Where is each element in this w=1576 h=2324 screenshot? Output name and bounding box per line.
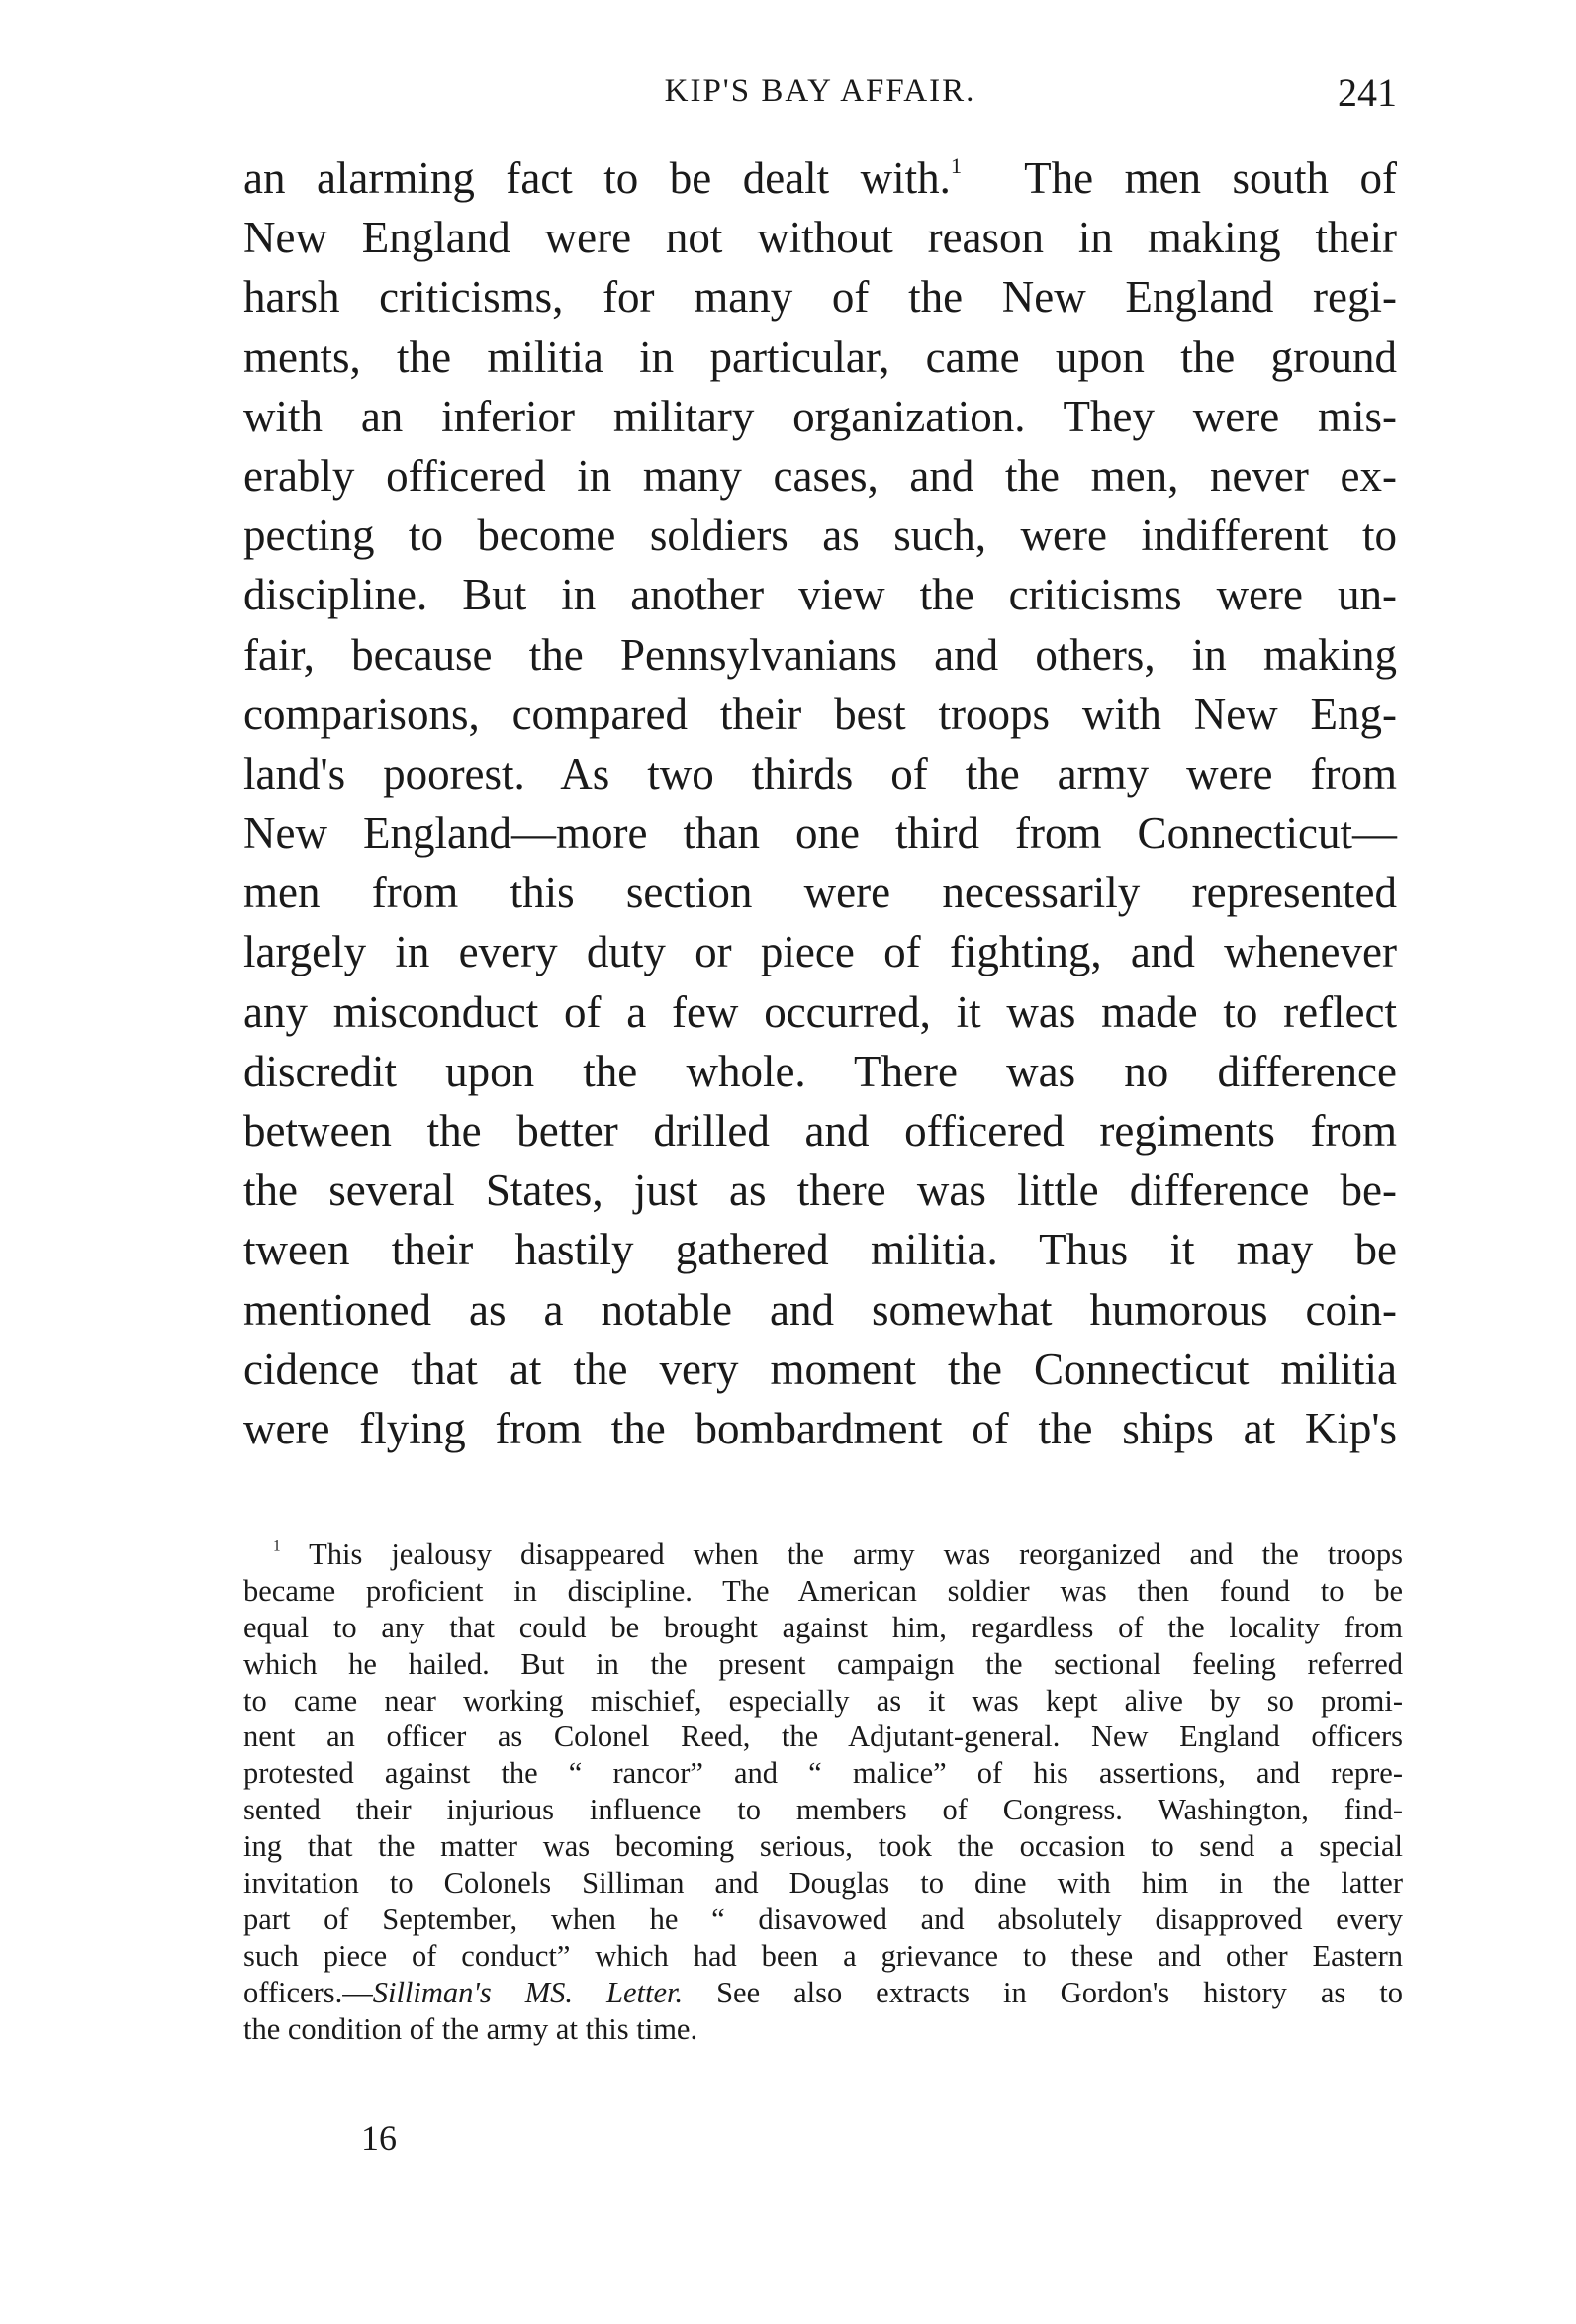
page-header xyxy=(243,67,1397,117)
footnote-line: sented their injurious influence to members of Congress. Washington, find- xyxy=(243,1793,1403,1827)
body-line: an alarming fact to be dealt with.$^1$ The men south of xyxy=(243,152,1398,203)
body-line: between the better drilled and officered regiments from xyxy=(243,1106,1397,1156)
body-line: any misconduct of a few occurred, it was made to reflect xyxy=(243,986,1397,1037)
body-line: with an inferior military organization. They were mis- xyxy=(243,391,1397,441)
body-line: fair, because the Pennsylvanians and others, in making xyxy=(243,629,1397,680)
footnote-line: part of September, when he “ disavowed and absolutely disapproved every xyxy=(243,1902,1403,1936)
footnote-line: which he hailed. But in the present campaign the sectional feeling referred xyxy=(243,1646,1403,1681)
footnote-line: to came near working mischief, especially as it was kept alive by so promi- xyxy=(243,1683,1403,1718)
body-line: pecting to become soldiers as such, were indifferent to xyxy=(243,511,1397,561)
body-line: were flying from the bombardment of the ships at Kip's xyxy=(243,1403,1397,1453)
body-line: cidence that at the very moment the Connecticut militia xyxy=(243,1344,1397,1394)
footnote-line: protested against the “ rancor” and “ malice” of his assertions, and repre- xyxy=(243,1756,1403,1791)
body-line: largely in every duty or piece of fighting, and whenever xyxy=(243,927,1397,977)
footnote xyxy=(243,1536,1403,2047)
citation-italic: Silliman's MS. Letter. xyxy=(372,1975,684,2009)
footnote-line: became proficient in discipline. The American soldier was then found to be xyxy=(243,1573,1403,1608)
body-line: tween their hastily gathered militia. Thus it may be xyxy=(243,1225,1397,1275)
body-line: discipline. But in another view the criticisms were un- xyxy=(243,570,1397,620)
body-line: comparisons, compared their best troops with New Eng- xyxy=(243,689,1397,739)
signature-mark: 16 xyxy=(361,2118,397,2158)
body-line: land's poorest. As two thirds of the army were from xyxy=(243,748,1397,798)
body-line: men from this section were necessarily represented xyxy=(243,868,1397,918)
body-line: ments, the militia in particular, came upon the ground xyxy=(243,331,1397,382)
body-line: erably officered in many cases, and the men, never ex- xyxy=(243,450,1397,501)
footnote-line: officers.—Silliman's MS. Letter. See also extracts in Gordon's history as to xyxy=(243,1975,1403,2009)
body-line: discredit upon the whole. There was no difference xyxy=(243,1046,1397,1096)
footnote-line: nent an officer as Colonel Reed, the Adjutant-general. New England officers xyxy=(243,1720,1403,1754)
body-line: the several States, just as there was little difference be- xyxy=(243,1165,1397,1216)
footnote-line: invitation to Colonels Silliman and Douglas to dine with him in the latter xyxy=(243,1866,1403,1901)
running-head: KIP'S BAY AFFAIR. xyxy=(664,73,976,109)
footnote-line: equal to any that could be brought against him, regardless of the locality from xyxy=(243,1610,1403,1644)
footnote-line: such piece of conduct” which had been a grievance to these and other Eastern xyxy=(243,1938,1403,1973)
footnote-marker: 1 xyxy=(273,1537,281,1555)
page-number: 241 xyxy=(1338,70,1397,115)
body-line: New England were not without reason in making their xyxy=(243,213,1397,263)
body-line: harsh criticisms, for many of the New England regi- xyxy=(243,272,1397,323)
body-line: mentioned as a notable and somewhat humorous coin- xyxy=(243,1284,1397,1335)
body-line: New England—more than one third from Connecticut— xyxy=(243,808,1397,859)
footnote-line: ing that the matter was becoming serious, took the occasion to send a special xyxy=(243,1829,1403,1864)
footnote-line: $^1$ This jealousy disappeared when the army was reorganized and the troops xyxy=(273,1537,1404,1571)
footnote-reference: 1 xyxy=(950,152,963,178)
body-text xyxy=(243,148,1397,1458)
footnote-line: the condition of the army at this time. xyxy=(243,2011,698,2046)
